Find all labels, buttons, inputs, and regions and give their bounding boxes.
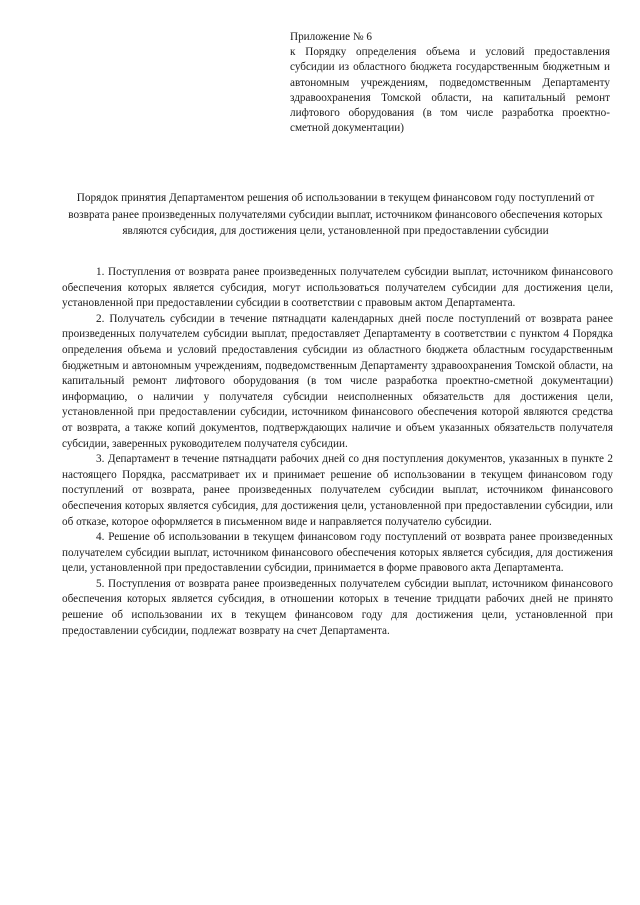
paragraph-4: 4. Решение об использовании в текущем финансовом году поступлений от возврата ранее произведенных получателем субсидии выплат, источником финансового обеспечения которых является субсидия, для достижения цели, установленной при предоставлении субсидии, принимается в форме правового акта Департамента. xyxy=(62,531,613,575)
document-title: Порядок принятия Департаментом решения об использовании в текущем финансовом году поступлений от возврата ранее произведенных получателями субсидии выплат, источником финансового обеспечения которых являются субсидия, для достижения цели, установленной при предоставлении субсидии xyxy=(68,192,603,237)
appendix-header xyxy=(290,30,610,136)
appendix-reference-text: к Порядку определения объема и условий предоставления субсидии из областного бюджета государственным бюджетным и автономным учреждениям, подведомственным Департаменту здравоохранения Томской области, на капитальный ремонт лифтового оборудования (в том числе разработка проектно-сметной документации) xyxy=(290,46,610,135)
paragraph-2: 2. Получатель субсидии в течение пятнадцати календарных дней после поступлений от возврата ранее произведенных получателем субсидии выплат, предоставляет Департаменту в соответствии с пунктом 4 Порядка определения объема и условий предоставления субсидии из областного бюджета областным государственным бюджетным и автономным учреждениям, подведомственным Департаменту здравоохранения Томской области, на капитальный ремонт лифтового оборудования (в том числе разработка проектно-сметной документации) информацию, о наличии у получателя субсидии неисполненных обязательств для достижения цели, установленной при предоставлении субсидии, источником финансового обеспечения которой являются средства от возврата, а также копий документов, подтверждающих наличие и объем указанных обязательств получателя субсидии, заверенных руководителем получателя субсидии. xyxy=(62,312,613,450)
document-body xyxy=(62,265,613,639)
appendix-title: Приложение № 6 xyxy=(290,31,372,43)
paragraph-1: 1. Поступления от возврата ранее произведенных получателем субсидии выплат, источником финансового обеспечения которых является субсидия, могут использоваться получателем субсидии для достижения цели, установленной при предоставлении субсидии в соответствии с правовым актом Департамента. xyxy=(62,266,613,310)
paragraph-3: 3. Департамент в течение пятнадцати рабочих дней со дня поступления документов, указанных в пункте 2 настоящего Порядка, рассматривает их и принимает решение об использовании в текущем финансовом году поступлений от возврата, ранее произведенных получателем субсидии выплат, источником финансового обеспечения которых является субсидия, для достижения цели, установленной при предоставлении субсидии, или об отказе, которое оформляется в письменном виде и направляется получателю субсидии. xyxy=(62,453,613,528)
paragraph-5: 5. Поступления от возврата ранее произведенных получателем субсидии выплат, источником финансового обеспечения которых является субсидия, в отношении которых в течение тридцати рабочих дней не принято решение об использовании их в текущем финансовом году для достижения цели, установленной при предоставлении субсидии, подлежат возврату на счет Департамента. xyxy=(62,577,613,637)
